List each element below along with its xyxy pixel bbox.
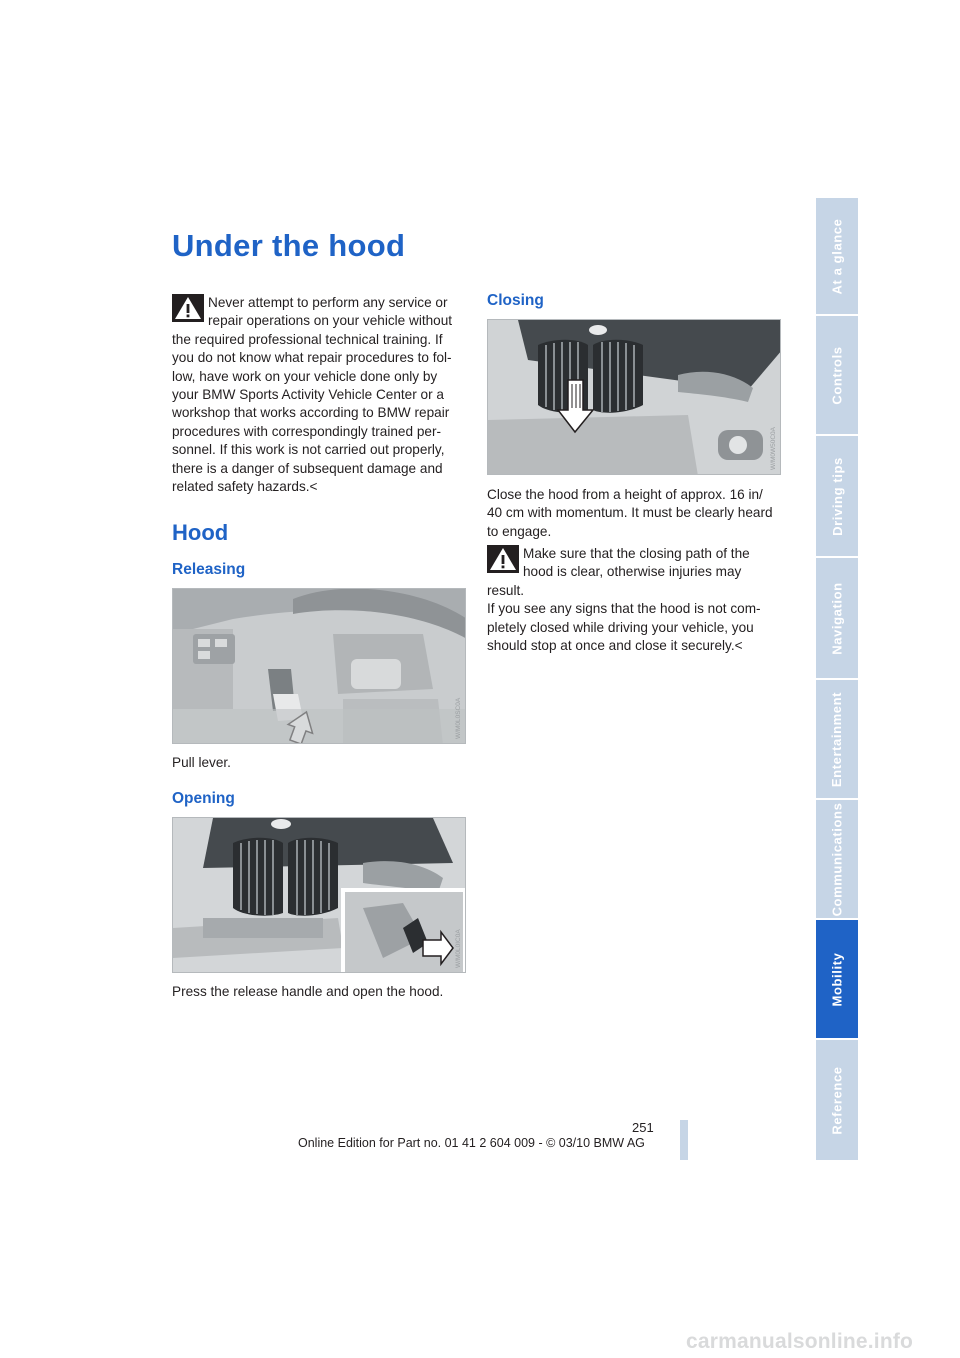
releasing-figure [172,588,466,744]
closing-text [487,486,787,541]
figure-code: W/M0L0SC0A [455,697,462,739]
hood-release-handle-image [173,818,466,973]
tab-label: Controls [829,345,845,405]
subheading-releasing: Releasing [172,561,246,578]
closing-warning-text [487,545,787,655]
page-number: 251 [632,1120,654,1135]
text-line: pletely closed while driving your vehicle, you [487,619,754,635]
caption-releasing: Pull lever. [172,755,231,770]
tab-label: Navigation [829,581,845,655]
text-line: should stop at once and close it securely.< [487,638,743,654]
text-line: to engage. [487,523,552,539]
tab-communications[interactable] [816,800,858,920]
text-line: procedures with correspondingly trained per- [172,423,441,439]
text-line: If you see any signs that the hood is not com- [487,601,761,617]
text-line: sonnel. If this work is not carried out properly, [172,442,445,458]
text-line: hood is clear, otherwise injuries may [523,564,742,580]
opening-figure [172,817,466,973]
text-line: low, have work on your vehicle done only by [172,368,438,384]
tab-entertainment[interactable] [816,680,858,800]
footer-bar [680,1120,688,1160]
tab-driving-tips[interactable] [816,436,858,558]
warning-text [172,294,472,496]
subheading-opening: Opening [172,790,235,807]
caption-opening: Press the release handle and open the hood. [172,984,444,999]
text-line: you do not know what repair procedures to fol- [172,350,452,366]
text-line: workshop that works according to BMW repair [172,405,450,421]
text-line: the required professional technical training. If [172,331,443,347]
text-line: Make sure that the closing path of the [523,546,750,561]
text-line: Close the hood from a height of approx. 16 in/ [487,487,763,502]
text-line: there is a danger of subsequent damage and [172,460,443,476]
tab-controls[interactable] [816,316,858,436]
watermark: carmanualsonline.info [686,1330,914,1353]
text-line: Never attempt to perform any service or [208,295,448,310]
hood-release-lever-image [173,589,466,744]
tab-label: Entertainment [829,691,845,787]
tab-label: Reference [829,1065,845,1135]
page-title: Under the hood [172,228,406,263]
text-line: 40 cm with momentum. It must be clearly heard [487,505,773,521]
tab-label: Mobility [829,952,845,1006]
text-line: related safety hazards.< [172,479,318,495]
hood-closing-image [488,320,781,475]
figure-code: W/M0W50C0A [770,427,777,470]
figure-code: W/M0L0IC0A [455,929,462,968]
section-heading-hood: Hood [172,520,229,545]
text-line: your BMW Sports Activity Vehicle Center or a [172,387,444,403]
tab-at-a-glance[interactable] [816,198,858,316]
tab-navigation[interactable] [816,558,858,680]
text-line: repair operations on your vehicle without [208,313,453,329]
tab-reference[interactable] [816,1040,858,1160]
tab-label: At a glance [829,218,845,294]
tab-mobility[interactable] [816,920,858,1040]
closing-figure [487,319,781,475]
tab-label: Driving tips [829,456,845,536]
subheading-closing: Closing [487,292,544,309]
text-line: result. [487,582,525,598]
edition-note: Online Edition for Part no. 01 41 2 604 009 - © 03/10 BMW AG [298,1136,645,1150]
tab-label: Communications [829,802,845,916]
